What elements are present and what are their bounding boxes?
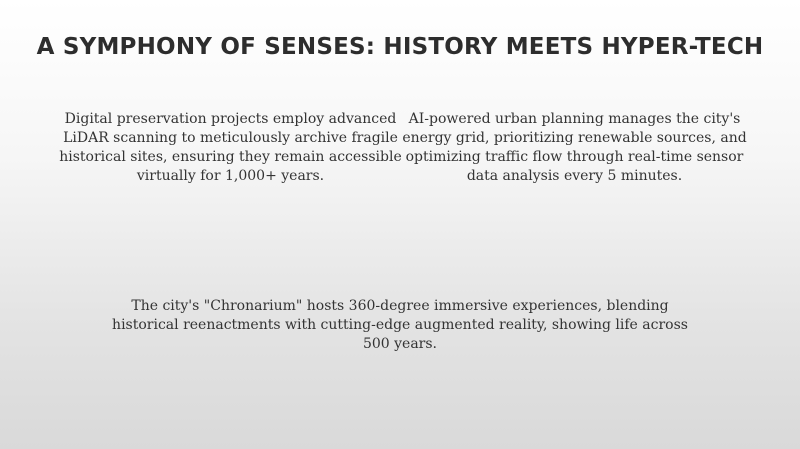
text-block-urban-planning: AI-powered urban planning manages the city's energy grid, prioritizing renewable sources, and optimizing traffic flow through real-time sensor data analysis every 5 minutes. [402,111,747,184]
text-block-chronarium: The city's "Chronarium" hosts 360-degree immersive experiences, blending historical reenactments with cutting-edge augmented reality, showing life across 500 years. [112,298,688,352]
slide-title: A SYMPHONY OF SENSES: HISTORY MEETS HYPER-TECH [36,34,764,60]
text-block-digital-preservation: Digital preservation projects employ advanced LiDAR scanning to meticulously archive fragile historical sites, ensuring they remain accessible virtually for 1,000+ years. [59,111,402,184]
